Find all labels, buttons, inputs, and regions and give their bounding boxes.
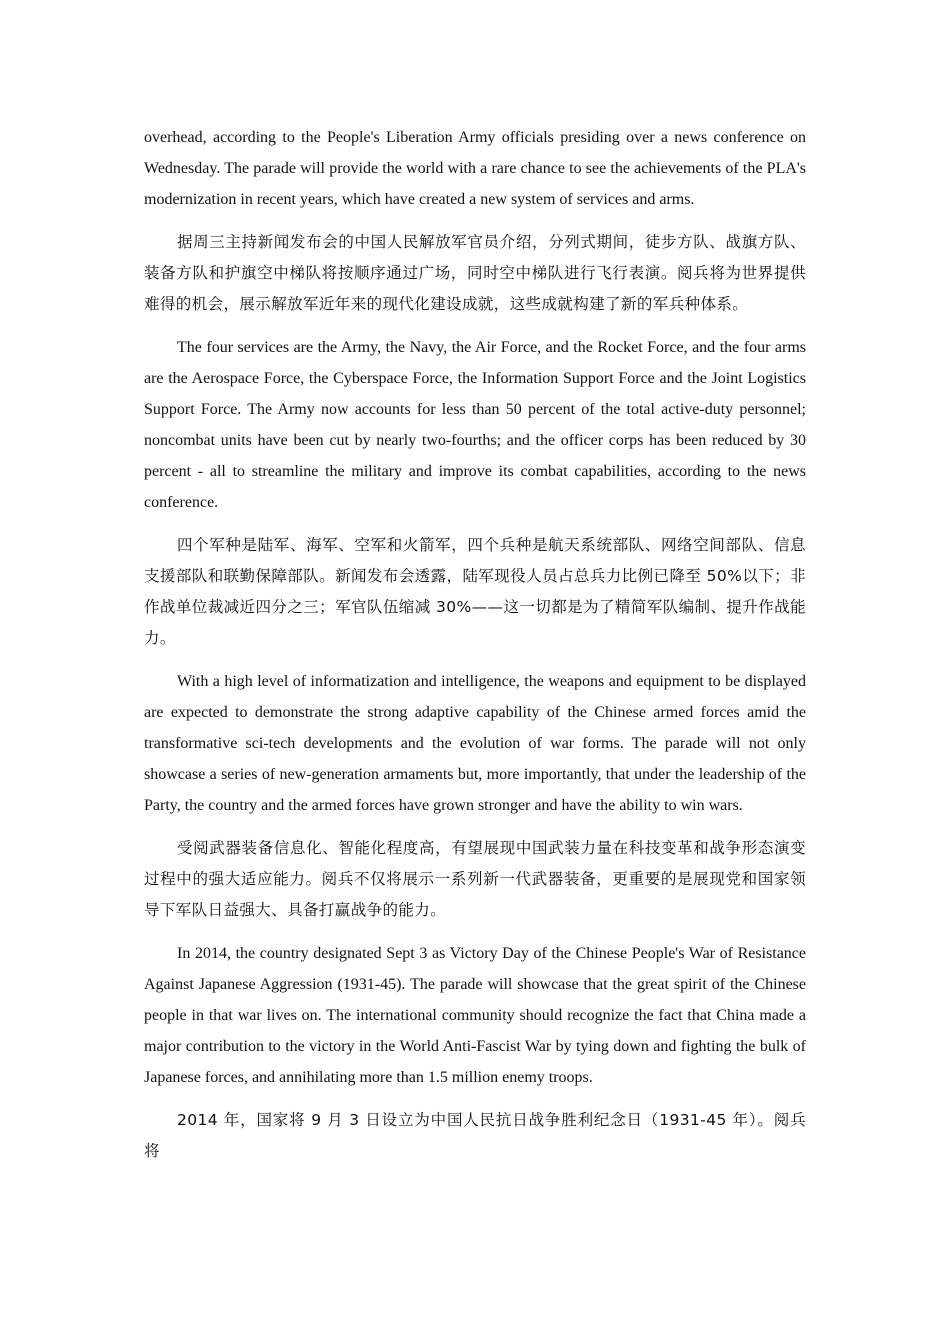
document-body (144, 122, 806, 1179)
paragraph-zh-2: 四个军种是陆军、海军、空军和火箭军，四个兵种是航天系统部队、网络空间部队、信息支援部队和联勤保障部队。新闻发布会透露，陆军现役人员占总兵力比例已降至 50%以下；非作战单位裁减近四分之三；军官队伍缩减 30%——这一切都是为了精简军队编制、提升作战能力。 (144, 536, 806, 647)
paragraph-zh-3: 受阅武器装备信息化、智能化程度高，有望展现中国武装力量在科技变革和战争形态演变过程中的强大适应能力。阅兵不仅将展示一系列新一代武器装备，更重要的是展现党和国家领导下军队日益强大、具备打赢战争的能力。 (144, 839, 806, 919)
paragraph-en-2: The four services are the Army, the Navy, the Air Force, and the Rocket Force, and the four arms are the Aerospace Force, the Cyberspace Force, the Information Support Force and the Joint Logistics Support Force. The Army now accounts for less than 50 percent of the total active-duty personnel; noncombat units have been cut by nearly two-fourths; and the officer corps has been reduced by 30 percent - all to streamline the military and improve its combat capabilities, according to the news conference. (144, 339, 806, 511)
paragraph-en-3: With a high level of informatization and intelligence, the weapons and equipment to be displayed are expected to demonstrate the strong adaptive capability of the Chinese armed forces amid the transformative sci-tech developments and the evolution of war forms. The parade will not only showcase a series of new-generation armaments but, more importantly, that under the leadership of the Party, the country and the armed forces have grown stronger and have the ability to win wars. (144, 673, 806, 814)
paragraph-zh-4: 2014 年，国家将 9 月 3 日设立为中国人民抗日战争胜利纪念日（1931-45 年）。阅兵将 (144, 1111, 806, 1160)
paragraph-zh-1: 据周三主持新闻发布会的中国人民解放军官员介绍，分列式期间，徒步方队、战旗方队、装备方队和护旗空中梯队将按顺序通过广场，同时空中梯队进行飞行表演。阅兵将为世界提供难得的机会，展示解放军近年来的现代化建设成就，这些成就构建了新的军兵种体系。 (144, 233, 806, 313)
paragraph-en-1: overhead, according to the People's Liberation Army officials presiding over a news conference on Wednesday. The parade will provide the world with a rare chance to see the achievements of the PLA's modernization in recent years, which have created a new system of services and arms. (144, 129, 806, 208)
paragraph-en-4: In 2014, the country designated Sept 3 as Victory Day of the Chinese People's War of Resistance Against Japanese Aggression (1931-45). The parade will showcase that the great spirit of the Chinese people in that war lives on. The international community should recognize the fact that China made a major contribution to the victory in the World Anti-Fascist War by tying down and fighting the bulk of Japanese forces, and annihilating more than 1.5 million enemy troops. (144, 945, 806, 1086)
